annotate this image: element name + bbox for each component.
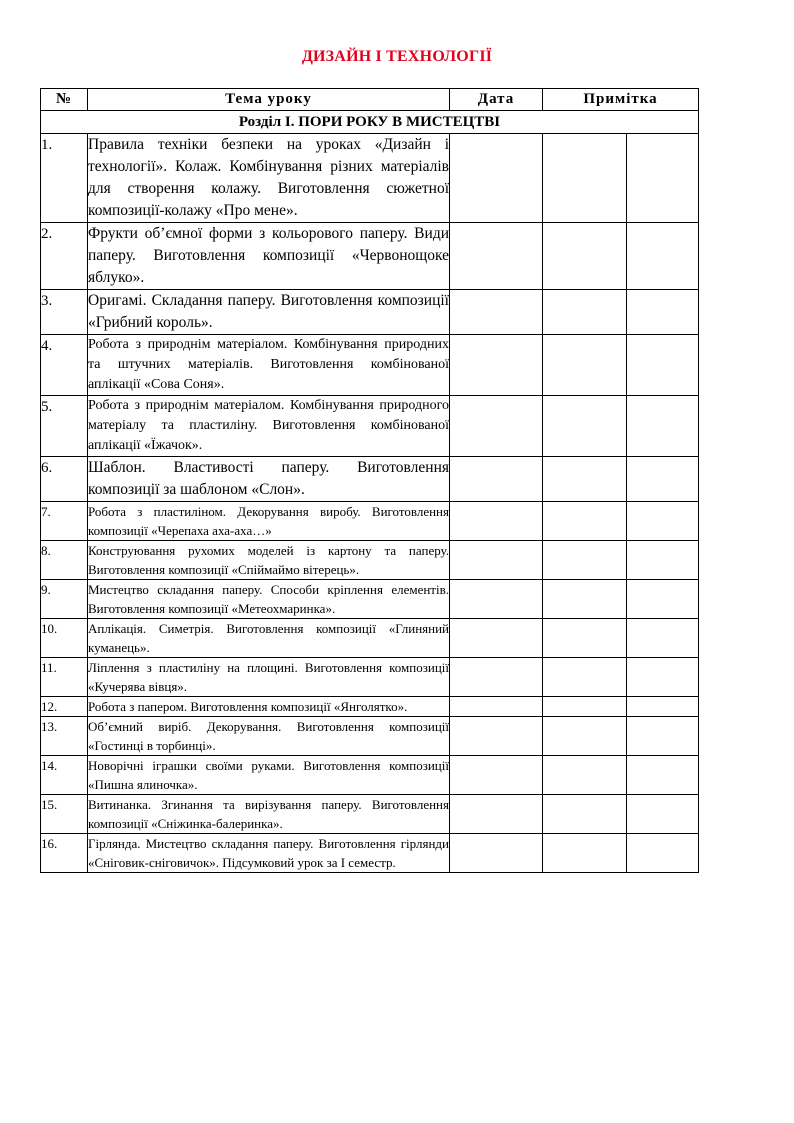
row-number: 11. [41, 658, 88, 697]
date-cell [450, 502, 543, 541]
date-cell [450, 335, 543, 396]
note-cell-extra [627, 541, 699, 580]
row-number: 6. [41, 457, 88, 502]
table-row [41, 580, 699, 619]
header-num: № [41, 89, 88, 111]
date-cell [450, 717, 543, 756]
table-row [41, 290, 699, 335]
date-cell [450, 756, 543, 795]
row-number: 9. [41, 580, 88, 619]
note-cell-extra [627, 290, 699, 335]
note-cell [543, 756, 627, 795]
row-topic: Робота з папером. Виготовлення композиції «Янголятко». [88, 697, 450, 717]
row-number: 12. [41, 697, 88, 717]
row-number: 1. [41, 134, 88, 223]
note-cell [543, 619, 627, 658]
note-cell-extra [627, 580, 699, 619]
table-row [41, 619, 699, 658]
table-row [41, 834, 699, 873]
header-topic: Тема уроку [88, 89, 450, 111]
date-cell [450, 658, 543, 697]
header-row [41, 89, 699, 111]
row-topic: Шаблон. Властивості паперу. Виготовлення композиції за шаблоном «Слон». [88, 457, 450, 502]
row-topic: Мистецтво складання паперу. Способи кріплення елементів. Виготовлення композиції «Метеохмаринка». [88, 580, 450, 619]
note-cell-extra [627, 756, 699, 795]
table-row [41, 756, 699, 795]
note-cell-extra [627, 457, 699, 502]
lesson-plan-table [40, 88, 699, 873]
note-cell-extra [627, 834, 699, 873]
row-number: 14. [41, 756, 88, 795]
row-number: 16. [41, 834, 88, 873]
note-cell [543, 134, 627, 223]
row-topic: Робота з природнім матеріалом. Комбінування природних та штучних матеріалів. Виготовлення комбінованої аплікації «Сова Соня». [88, 335, 450, 396]
row-topic: Правила техніки безпеки на уроках «Дизайн і технології». Колаж. Комбінування різних матеріалів для створення колажу. Виготовлення сюжетної композиції-колажу «Про мене». [88, 134, 450, 223]
row-number: 15. [41, 795, 88, 834]
date-cell [450, 697, 543, 717]
date-cell [450, 834, 543, 873]
note-cell [543, 396, 627, 457]
row-topic: Новорічні іграшки своїми руками. Виготовлення композиції «Пишна ялиночка». [88, 756, 450, 795]
note-cell [543, 795, 627, 834]
row-number: 10. [41, 619, 88, 658]
table-row [41, 134, 699, 223]
section-row [41, 111, 699, 134]
date-cell [450, 541, 543, 580]
row-topic: Робота з пластиліном. Декорування виробу. Виготовлення композиції «Черепаха аха-аха…» [88, 502, 450, 541]
table-row [41, 396, 699, 457]
table-row [41, 717, 699, 756]
row-topic: Гірлянда. Мистецтво складання паперу. Виготовлення гірлянди «Сніговик-сніговичок». Підсумковий урок за І семестр. [88, 834, 450, 873]
note-cell-extra [627, 335, 699, 396]
date-cell [450, 396, 543, 457]
date-cell [450, 223, 543, 290]
row-number: 13. [41, 717, 88, 756]
note-cell [543, 580, 627, 619]
row-number: 4. [41, 335, 88, 396]
note-cell [543, 335, 627, 396]
row-topic: Конструювання рухомих моделей із картону та паперу. Виготовлення композиції «Спіймаймо вітерець». [88, 541, 450, 580]
table-row [41, 795, 699, 834]
note-cell [543, 223, 627, 290]
table-row [41, 502, 699, 541]
date-cell [450, 457, 543, 502]
row-topic: Оригамі. Складання паперу. Виготовлення композиції «Грибний король». [88, 290, 450, 335]
row-topic: Аплікація. Симетрія. Виготовлення композиції «Глиняний куманець». [88, 619, 450, 658]
section-title: Розділ І. ПОРИ РОКУ В МИСТЕЦТВІ [41, 111, 699, 134]
table-row [41, 223, 699, 290]
note-cell [543, 290, 627, 335]
row-topic: Фрукти об’ємної форми з кольорового паперу. Види паперу. Виготовлення композиції «Червонощоке яблуко». [88, 223, 450, 290]
document-title: ДИЗАЙН І ТЕХНОЛОГІЇ [301, 48, 493, 65]
note-cell-extra [627, 134, 699, 223]
row-topic: Об’ємний виріб. Декорування. Виготовлення композиції «Гостинці в торбинці». [88, 717, 450, 756]
note-cell-extra [627, 795, 699, 834]
note-cell [543, 541, 627, 580]
note-cell-extra [627, 502, 699, 541]
row-number: 8. [41, 541, 88, 580]
row-topic: Ліплення з пластиліну на площині. Виготовлення композиції «Кучерява вівця». [88, 658, 450, 697]
note-cell-extra [627, 658, 699, 697]
row-topic: Витинанка. Згинання та вирізування паперу. Виготовлення композиції «Сніжинка-балеринка». [88, 795, 450, 834]
date-cell [450, 795, 543, 834]
table-row [41, 697, 699, 717]
row-number: 2. [41, 223, 88, 290]
date-cell [450, 619, 543, 658]
note-cell [543, 834, 627, 873]
date-cell [450, 580, 543, 619]
note-cell-extra [627, 717, 699, 756]
note-cell [543, 457, 627, 502]
table-row [41, 457, 699, 502]
note-cell-extra [627, 619, 699, 658]
header-date: Дата [450, 89, 543, 111]
note-cell [543, 697, 627, 717]
note-cell [543, 658, 627, 697]
row-number: 3. [41, 290, 88, 335]
row-topic: Робота з природнім матеріалом. Комбінування природного матеріалу та пластиліну. Виготовлення комбінованої аплікації «Їжачок». [88, 396, 450, 457]
note-cell-extra [627, 223, 699, 290]
header-note: Примітка [543, 89, 699, 111]
date-cell [450, 134, 543, 223]
row-number: 7. [41, 502, 88, 541]
note-cell [543, 502, 627, 541]
table-row [41, 335, 699, 396]
row-number: 5. [41, 396, 88, 457]
note-cell-extra [627, 697, 699, 717]
note-cell-extra [627, 396, 699, 457]
table-row [41, 658, 699, 697]
table-row [41, 541, 699, 580]
date-cell [450, 290, 543, 335]
note-cell [543, 717, 627, 756]
